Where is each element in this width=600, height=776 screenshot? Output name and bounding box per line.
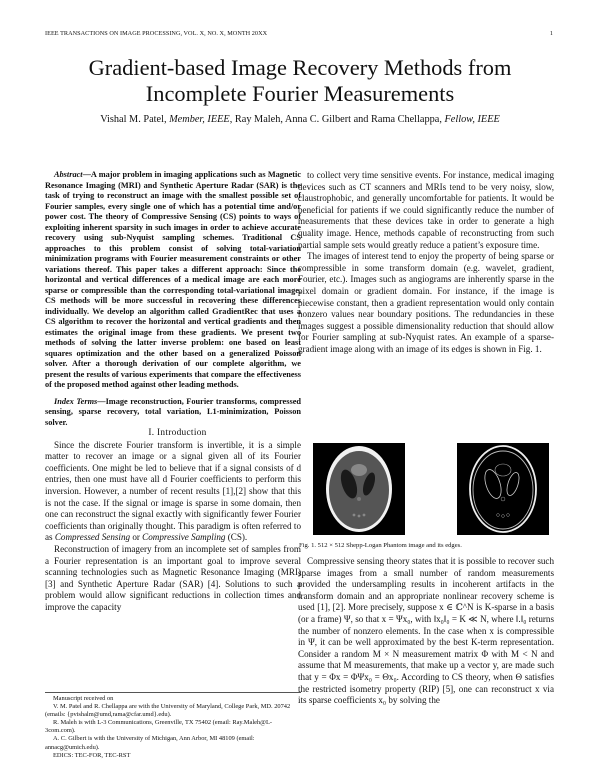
- cs-theory-paragraph: Compressive sensing theory states that it is possible to recover such sparse images from a small number of random measurements provided the undersampling results in incoherent artifacts in the transform domain and an appropriate nonlinear recovery scheme is used [1], [2]. More precisely, suppose x ∈ ℂ^N is K-sparse in a basis (or a frame) Ψ, so that x = Ψx₀, with ‖x₀‖₀ = K ≪ N, where ‖.‖₀ returns the number of nonzero elements. In the case when x is compressible in Ψ, it can be well approximated by the best K-term representation. Consider a random M × N measurement matrix Φ with M < N and assume that M measurements, that make up a vector y, are made such that y = Φx = ΦΨx₀ = Θx₀. According to CS theory, when Θ satisfies the restricted isometry property (RIP) [5], one can reconstruct x via its sparse coefficients x₀ by solving the: [298, 556, 554, 706]
- footnote-received: Manuscript received on: [53, 695, 114, 702]
- shepp-logan-phantom: [313, 443, 405, 535]
- journal-header: IEEE TRANSACTIONS ON IMAGE PROCESSING, VOL. X, NO. X, MONTH 20XX: [45, 30, 268, 37]
- author-fellowship: Fellow, IEEE: [444, 114, 500, 125]
- figure-1: [299, 443, 554, 535]
- right-column-lower: [298, 556, 554, 707]
- authors-part2: , Ray Maleh, Anna C. Gilbert and Rama Chellappa,: [229, 114, 445, 125]
- section-heading: I. Introduction: [148, 428, 207, 438]
- footnote-edics: EDICS: TEC-FOR, TEC-RST: [53, 751, 131, 759]
- intro-paragraph-1: [45, 440, 301, 544]
- phantom-figures: [299, 443, 554, 535]
- abstract: [45, 170, 301, 391]
- footnote-gilbert: A. C. Gilbert is with the University of Michigan, Ann Arbor, MI 48109 (email: annacg@umich.edu).: [45, 735, 255, 751]
- footnote-maleh: R. Maleh is with L-3 Communications, Greenville, TX 75402 (email: Ray.Maleh@L-3com.com).: [45, 719, 273, 735]
- right-paragraph-1: to collect very time sensitive events. For instance, medical imaging devices such as CT scanners and MRIs tend to be very noisy, slow, claustrophobic, and generally uncomfortable for patients. It would be beneficial for patients if we could significantly reduce the number of measurements that these devices take in order to generate a high quality image. Hence, methods capable of reconstructing from such partial sample sets would greatly reduce a patient’s exposure time.: [298, 170, 554, 250]
- intro-p1-end: (CS).: [225, 532, 248, 543]
- term-compressed-sensing: Compressed Sensing: [54, 532, 131, 543]
- phantom-edges: [457, 443, 549, 535]
- intro-p1-or: or: [130, 532, 143, 543]
- running-header: [45, 30, 553, 40]
- page-number: 1: [549, 30, 553, 37]
- paper-title: Gradient-based Image Recovery Methods from Incomplete Fourier Measurements: [88, 55, 512, 106]
- index-terms-text: —Image reconstruction, Fourier transforms, compressed sensing, sparse recovery, total variation, L1-minimization, Poisson solver.: [45, 396, 301, 427]
- abstract-text: —A major problem in imaging applications such as Magnetic Resonance Imaging (MRI) and Synthetic Aperture Radar (SAR) is the task of trying to reconstruct an image with the smallest possible set of Fourier samples, every single one of which has a potential time and/or power cost. The theory of Compressive Sensing (CS) points to ways of exploiting inherent sparsity in such images in order to achieve accurate recovery using sub-Nyquist sampling schemes. Traditional CS approaches to this problem consist of solving total-variation minimization programs with Fourier measurement constraints or other variations thereof. This paper takes a different approach: Since the horizontal and vertical differences of a medical image are each more sparse or compressible than the corresponding total-variational image, CS methods will be more successful in recovering these differences individually. We develop an algorithm called GradientRec that uses a CS algorithm to recover the horizontal and vertical gradients and then estimates the original image from these gradients. We present two methods of solving the latter inverse problem: one based on least squares optimization and the other based on a generalized Poisson solver. After a thorough derivation of our complete algorithm, we present the results of various experiments that compare the effectiveness of the proposed method against other leading methods.: [45, 170, 302, 389]
- index-terms: [45, 397, 301, 429]
- authors-part1: Vishal M. Patel,: [100, 114, 170, 125]
- intro-p1-text: Since the discrete Fourier transform is invertible, it is a simple matter to recover an image or a signal given all of its Fourier coefficients. One might be led to believe that if a signal consists of d entries, then one must have all d Fourier coefficients to perform this inversion. However, a number of recent results [1],[2] show that this is not the case. If the signal or image is sparse in some domain, then one can reconstruct the signal exactly with significantly fewer Fourier coefficients than originally thought. This paradigm is often referred to as: [45, 439, 301, 543]
- author-membership: Member, IEEE: [169, 114, 230, 125]
- footnotes: [45, 692, 301, 760]
- right-paragraph-2: The images of interest tend to enjoy the property of being sparse or compressible in some transform domain (e.g. wavelet, gradient, Fourier, etc.). Images such as angiograms are inherently sparse in the pixel domain or gradient domain. For instance, if the image is piecewise constant, then a gradient representation would only contain nonzero values near boundary positions. The redundancies in these images suggest a possible dimensionality reduction that should allow for Fourier sampling at sub-Nyquist rates. An example of a sparse-gradient image along with an image of its edges is shown in Fig. 1.: [298, 251, 554, 354]
- left-column: [45, 170, 301, 614]
- intro-paragraph-2: Reconstruction of imagery from an incomplete set of samples from a Fourier representation is an important goal to improve several scanning technologies such as Magnetic Resonance Imaging (MRI) [3] and Synthetic Aperture Radar (SAR) [4]. Solutions to such a problem would allow significant reductions in collection times and improve the capacity: [45, 543, 301, 612]
- figure-caption: Fig. 1. 512 × 512 Shepp-Logan Phantom image and its edges.: [299, 542, 462, 549]
- term-compressive-sampling: Compressive Sampling: [142, 532, 226, 543]
- index-terms-lead: Index Terms: [54, 396, 98, 406]
- author-list: [40, 114, 560, 125]
- abstract-lead: Abstract: [54, 170, 83, 179]
- right-column: [298, 170, 554, 356]
- footnote-patel: V. M. Patel and R. Chellappa are with the University of Maryland, College Park, MD. 20742 (emails: {pvishalm@umd,rama@cfar.umd}.edu).: [45, 703, 291, 719]
